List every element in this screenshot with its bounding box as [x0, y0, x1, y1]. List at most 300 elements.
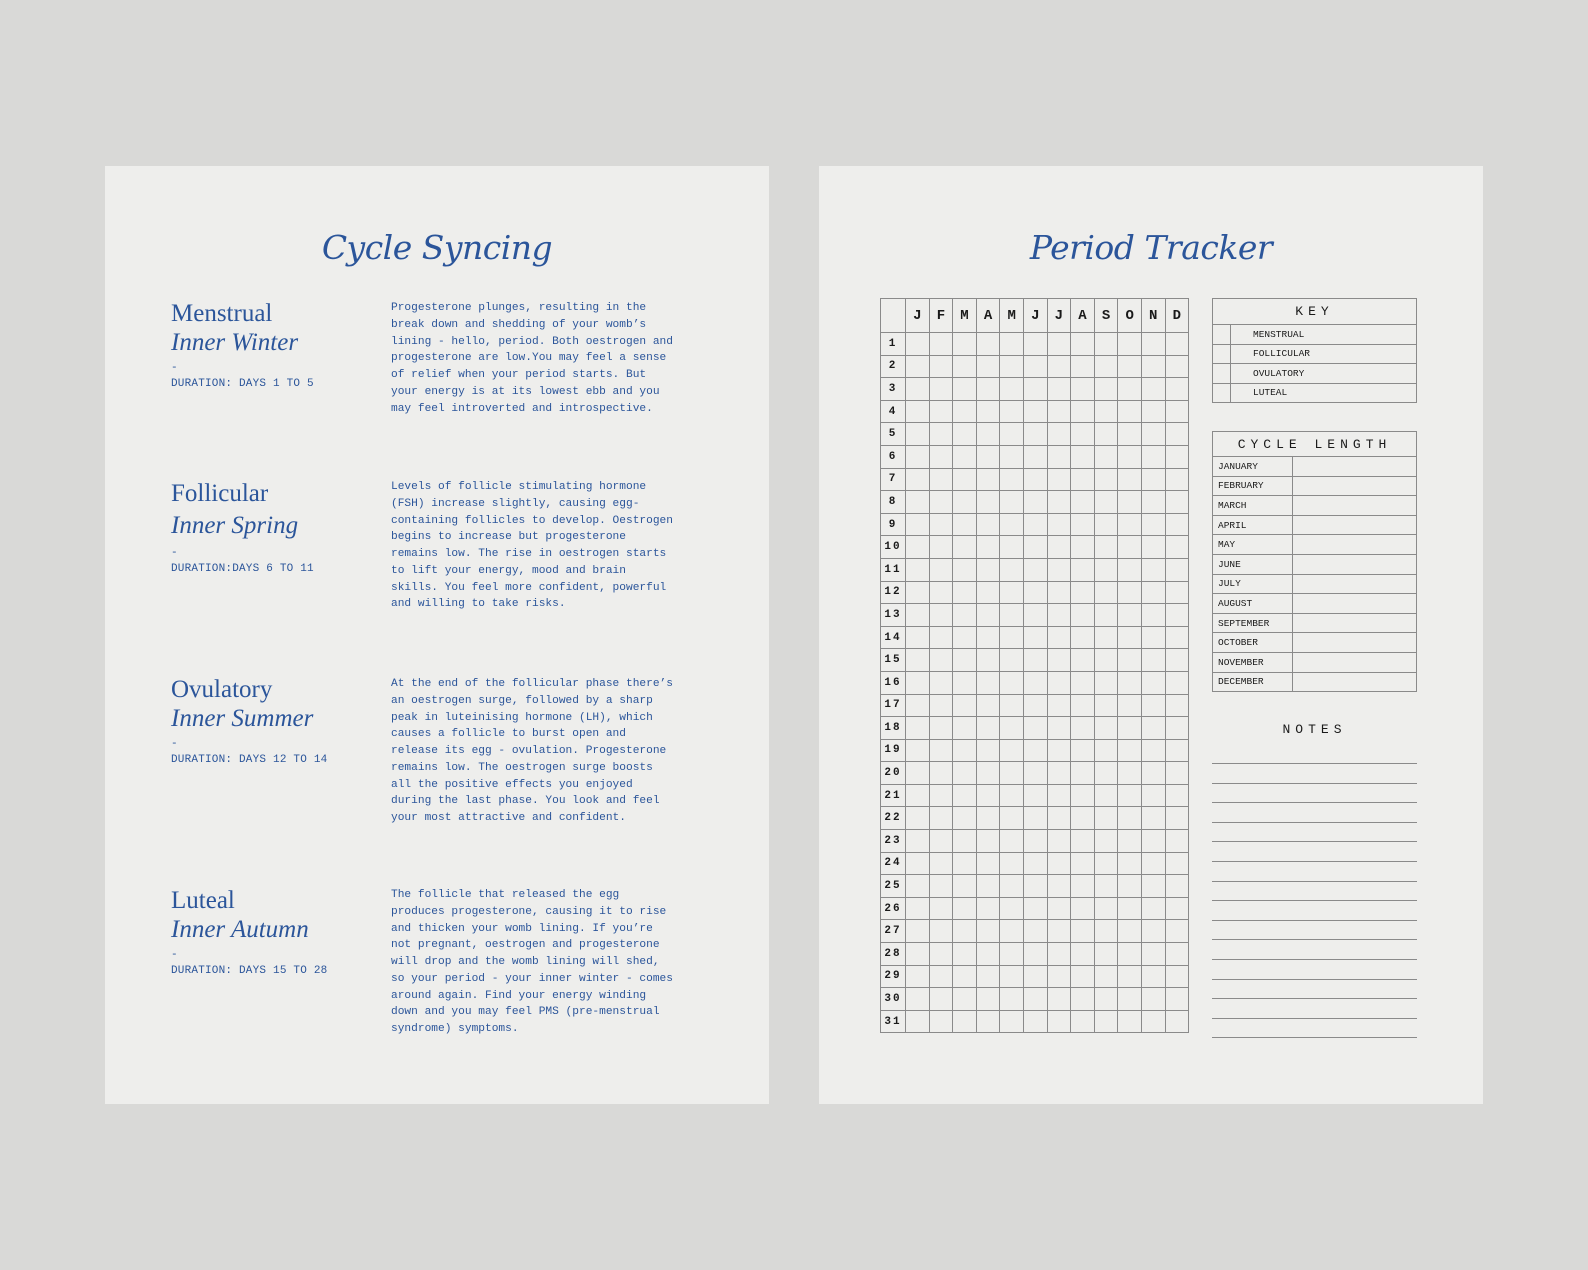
tracker-cell[interactable] — [1047, 830, 1071, 853]
note-line[interactable] — [1212, 939, 1417, 940]
tracker-cell[interactable] — [1118, 378, 1142, 401]
tracker-cell[interactable] — [976, 491, 1000, 514]
tracker-cell[interactable] — [976, 1010, 1000, 1033]
tracker-cell[interactable] — [929, 694, 953, 717]
tracker-cell[interactable] — [1023, 988, 1047, 1011]
tracker-cell[interactable] — [953, 468, 977, 491]
tracker-cell[interactable] — [953, 423, 977, 446]
tracker-cell[interactable] — [1071, 626, 1095, 649]
tracker-cell[interactable] — [1023, 491, 1047, 514]
tracker-cell[interactable] — [906, 897, 930, 920]
tracker-cell[interactable] — [1071, 988, 1095, 1011]
tracker-cell[interactable] — [906, 649, 930, 672]
tracker-cell[interactable] — [1023, 445, 1047, 468]
tracker-cell[interactable] — [906, 445, 930, 468]
tracker-cell[interactable] — [1000, 830, 1024, 853]
tracker-cell[interactable] — [906, 875, 930, 898]
tracker-cell[interactable] — [1118, 717, 1142, 740]
tracker-cell[interactable] — [929, 965, 953, 988]
tracker-cell[interactable] — [1094, 739, 1118, 762]
tracker-cell[interactable] — [906, 626, 930, 649]
tracker-cell[interactable] — [1165, 897, 1189, 920]
tracker-cell[interactable] — [953, 694, 977, 717]
tracker-cell[interactable] — [1094, 943, 1118, 966]
note-line[interactable] — [1212, 783, 1417, 784]
cycle-length-value[interactable] — [1293, 672, 1417, 692]
note-line[interactable] — [1212, 900, 1417, 901]
tracker-cell[interactable] — [1047, 333, 1071, 356]
tracker-cell[interactable] — [1141, 378, 1165, 401]
tracker-cell[interactable] — [1118, 920, 1142, 943]
tracker-cell[interactable] — [976, 468, 1000, 491]
tracker-cell[interactable] — [1118, 875, 1142, 898]
tracker-cell[interactable] — [1023, 355, 1047, 378]
tracker-cell[interactable] — [953, 762, 977, 785]
cycle-length-value[interactable] — [1293, 535, 1417, 555]
tracker-cell[interactable] — [1023, 694, 1047, 717]
tracker-cell[interactable] — [1165, 830, 1189, 853]
tracker-cell[interactable] — [1141, 604, 1165, 627]
tracker-cell[interactable] — [953, 739, 977, 762]
tracker-cell[interactable] — [953, 1010, 977, 1033]
tracker-cell[interactable] — [1000, 807, 1024, 830]
tracker-cell[interactable] — [1023, 468, 1047, 491]
tracker-cell[interactable] — [1071, 762, 1095, 785]
tracker-cell[interactable] — [1118, 581, 1142, 604]
tracker-cell[interactable] — [1165, 671, 1189, 694]
tracker-cell[interactable] — [1000, 988, 1024, 1011]
tracker-cell[interactable] — [1000, 513, 1024, 536]
tracker-cell[interactable] — [976, 920, 1000, 943]
tracker-cell[interactable] — [1094, 852, 1118, 875]
tracker-cell[interactable] — [906, 468, 930, 491]
tracker-cell[interactable] — [1047, 513, 1071, 536]
tracker-cell[interactable] — [1141, 671, 1165, 694]
tracker-cell[interactable] — [929, 784, 953, 807]
tracker-cell[interactable] — [929, 355, 953, 378]
tracker-cell[interactable] — [1047, 1010, 1071, 1033]
tracker-cell[interactable] — [929, 920, 953, 943]
tracker-cell[interactable] — [953, 581, 977, 604]
note-line[interactable] — [1212, 763, 1417, 764]
tracker-cell[interactable] — [953, 875, 977, 898]
tracker-cell[interactable] — [1118, 513, 1142, 536]
tracker-cell[interactable] — [1023, 717, 1047, 740]
tracker-cell[interactable] — [1023, 965, 1047, 988]
tracker-cell[interactable] — [976, 355, 1000, 378]
tracker-cell[interactable] — [929, 491, 953, 514]
cycle-length-value[interactable] — [1293, 496, 1417, 516]
tracker-cell[interactable] — [953, 807, 977, 830]
tracker-cell[interactable] — [976, 671, 1000, 694]
tracker-cell[interactable] — [1094, 626, 1118, 649]
tracker-cell[interactable] — [906, 400, 930, 423]
tracker-cell[interactable] — [1047, 445, 1071, 468]
tracker-cell[interactable] — [1023, 739, 1047, 762]
tracker-cell[interactable] — [1000, 558, 1024, 581]
tracker-cell[interactable] — [1094, 807, 1118, 830]
tracker-cell[interactable] — [1000, 581, 1024, 604]
tracker-cell[interactable] — [953, 513, 977, 536]
tracker-cell[interactable] — [1047, 423, 1071, 446]
tracker-cell[interactable] — [906, 333, 930, 356]
tracker-cell[interactable] — [1000, 491, 1024, 514]
tracker-cell[interactable] — [976, 807, 1000, 830]
tracker-cell[interactable] — [953, 965, 977, 988]
tracker-cell[interactable] — [1141, 739, 1165, 762]
tracker-cell[interactable] — [1141, 784, 1165, 807]
tracker-cell[interactable] — [953, 536, 977, 559]
tracker-cell[interactable] — [1165, 694, 1189, 717]
tracker-cell[interactable] — [1165, 943, 1189, 966]
tracker-cell[interactable] — [976, 943, 1000, 966]
tracker-cell[interactable] — [976, 965, 1000, 988]
tracker-cell[interactable] — [1094, 671, 1118, 694]
tracker-cell[interactable] — [1118, 468, 1142, 491]
tracker-cell[interactable] — [953, 943, 977, 966]
tracker-cell[interactable] — [1094, 536, 1118, 559]
tracker-cell[interactable] — [1141, 807, 1165, 830]
tracker-cell[interactable] — [906, 784, 930, 807]
tracker-cell[interactable] — [1118, 536, 1142, 559]
tracker-cell[interactable] — [1118, 604, 1142, 627]
tracker-cell[interactable] — [976, 378, 1000, 401]
tracker-cell[interactable] — [929, 671, 953, 694]
tracker-cell[interactable] — [1165, 649, 1189, 672]
tracker-cell[interactable] — [976, 604, 1000, 627]
tracker-cell[interactable] — [906, 943, 930, 966]
tracker-cell[interactable] — [1118, 762, 1142, 785]
tracker-cell[interactable] — [1118, 852, 1142, 875]
tracker-cell[interactable] — [1118, 943, 1142, 966]
cycle-length-value[interactable] — [1293, 554, 1417, 574]
note-line[interactable] — [1212, 920, 1417, 921]
tracker-cell[interactable] — [929, 445, 953, 468]
tracker-cell[interactable] — [1071, 739, 1095, 762]
tracker-cell[interactable] — [1071, 784, 1095, 807]
tracker-cell[interactable] — [1118, 739, 1142, 762]
tracker-cell[interactable] — [953, 445, 977, 468]
tracker-cell[interactable] — [1071, 536, 1095, 559]
tracker-cell[interactable] — [1000, 333, 1024, 356]
tracker-cell[interactable] — [1141, 355, 1165, 378]
tracker-cell[interactable] — [929, 581, 953, 604]
tracker-cell[interactable] — [1071, 604, 1095, 627]
note-line[interactable] — [1212, 1037, 1417, 1038]
tracker-cell[interactable] — [1141, 1010, 1165, 1033]
tracker-cell[interactable] — [953, 604, 977, 627]
tracker-cell[interactable] — [1165, 852, 1189, 875]
tracker-cell[interactable] — [1118, 400, 1142, 423]
tracker-cell[interactable] — [1094, 423, 1118, 446]
tracker-cell[interactable] — [1071, 378, 1095, 401]
tracker-cell[interactable] — [1047, 604, 1071, 627]
tracker-cell[interactable] — [1071, 1010, 1095, 1033]
tracker-cell[interactable] — [1047, 807, 1071, 830]
tracker-cell[interactable] — [1094, 581, 1118, 604]
note-line[interactable] — [1212, 979, 1417, 980]
tracker-cell[interactable] — [953, 897, 977, 920]
tracker-cell[interactable] — [1023, 1010, 1047, 1033]
tracker-cell[interactable] — [1141, 897, 1165, 920]
tracker-cell[interactable] — [1047, 920, 1071, 943]
tracker-cell[interactable] — [1000, 626, 1024, 649]
tracker-cell[interactable] — [1071, 400, 1095, 423]
tracker-cell[interactable] — [1141, 468, 1165, 491]
tracker-cell[interactable] — [1094, 445, 1118, 468]
tracker-cell[interactable] — [1000, 694, 1024, 717]
tracker-cell[interactable] — [953, 355, 977, 378]
tracker-cell[interactable] — [1071, 333, 1095, 356]
tracker-cell[interactable] — [953, 671, 977, 694]
tracker-cell[interactable] — [1094, 717, 1118, 740]
tracker-cell[interactable] — [1141, 762, 1165, 785]
tracker-cell[interactable] — [976, 423, 1000, 446]
tracker-cell[interactable] — [929, 830, 953, 853]
tracker-cell[interactable] — [1047, 378, 1071, 401]
tracker-cell[interactable] — [906, 762, 930, 785]
tracker-cell[interactable] — [1141, 626, 1165, 649]
tracker-cell[interactable] — [1118, 333, 1142, 356]
key-swatch[interactable] — [1213, 364, 1231, 384]
tracker-cell[interactable] — [1047, 717, 1071, 740]
tracker-cell[interactable] — [1023, 671, 1047, 694]
tracker-cell[interactable] — [1000, 536, 1024, 559]
cycle-length-value[interactable] — [1293, 594, 1417, 614]
tracker-cell[interactable] — [906, 513, 930, 536]
tracker-cell[interactable] — [1141, 875, 1165, 898]
tracker-cell[interactable] — [1165, 762, 1189, 785]
tracker-cell[interactable] — [1141, 491, 1165, 514]
cycle-length-value[interactable] — [1293, 476, 1417, 496]
tracker-cell[interactable] — [976, 445, 1000, 468]
tracker-cell[interactable] — [906, 717, 930, 740]
tracker-cell[interactable] — [1047, 649, 1071, 672]
tracker-cell[interactable] — [1071, 897, 1095, 920]
tracker-cell[interactable] — [1000, 604, 1024, 627]
tracker-cell[interactable] — [1094, 468, 1118, 491]
tracker-cell[interactable] — [953, 626, 977, 649]
tracker-cell[interactable] — [1000, 355, 1024, 378]
tracker-cell[interactable] — [976, 581, 1000, 604]
tracker-cell[interactable] — [1094, 830, 1118, 853]
tracker-cell[interactable] — [929, 717, 953, 740]
tracker-cell[interactable] — [906, 988, 930, 1011]
tracker-cell[interactable] — [1071, 875, 1095, 898]
tracker-cell[interactable] — [1071, 355, 1095, 378]
tracker-cell[interactable] — [1000, 468, 1024, 491]
cycle-length-value[interactable] — [1293, 652, 1417, 672]
tracker-cell[interactable] — [1047, 762, 1071, 785]
tracker-cell[interactable] — [1165, 491, 1189, 514]
cycle-length-value[interactable] — [1293, 633, 1417, 653]
tracker-cell[interactable] — [906, 604, 930, 627]
tracker-cell[interactable] — [1141, 943, 1165, 966]
tracker-cell[interactable] — [1141, 920, 1165, 943]
tracker-cell[interactable] — [1023, 333, 1047, 356]
tracker-cell[interactable] — [1000, 875, 1024, 898]
tracker-cell[interactable] — [1141, 694, 1165, 717]
tracker-cell[interactable] — [1047, 581, 1071, 604]
cycle-length-value[interactable] — [1293, 574, 1417, 594]
tracker-cell[interactable] — [1165, 536, 1189, 559]
tracker-cell[interactable] — [929, 400, 953, 423]
tracker-cell[interactable] — [1094, 355, 1118, 378]
key-swatch[interactable] — [1213, 344, 1231, 364]
tracker-cell[interactable] — [929, 513, 953, 536]
tracker-cell[interactable] — [1094, 513, 1118, 536]
tracker-cell[interactable] — [1000, 671, 1024, 694]
tracker-cell[interactable] — [1165, 988, 1189, 1011]
tracker-cell[interactable] — [1118, 694, 1142, 717]
tracker-cell[interactable] — [1094, 988, 1118, 1011]
tracker-cell[interactable] — [1023, 400, 1047, 423]
tracker-cell[interactable] — [1118, 830, 1142, 853]
tracker-cell[interactable] — [1165, 378, 1189, 401]
tracker-cell[interactable] — [1094, 897, 1118, 920]
note-line[interactable] — [1212, 1018, 1417, 1019]
tracker-cell[interactable] — [1023, 920, 1047, 943]
tracker-cell[interactable] — [1047, 965, 1071, 988]
key-swatch[interactable] — [1213, 325, 1231, 345]
tracker-cell[interactable] — [953, 333, 977, 356]
tracker-cell[interactable] — [1118, 897, 1142, 920]
tracker-cell[interactable] — [1165, 604, 1189, 627]
tracker-cell[interactable] — [906, 694, 930, 717]
tracker-cell[interactable] — [1141, 581, 1165, 604]
tracker-cell[interactable] — [1047, 400, 1071, 423]
tracker-cell[interactable] — [1000, 920, 1024, 943]
tracker-cell[interactable] — [929, 333, 953, 356]
tracker-cell[interactable] — [1141, 536, 1165, 559]
tracker-cell[interactable] — [1047, 739, 1071, 762]
tracker-cell[interactable] — [1071, 830, 1095, 853]
tracker-cell[interactable] — [1047, 943, 1071, 966]
tracker-cell[interactable] — [1141, 717, 1165, 740]
tracker-cell[interactable] — [953, 784, 977, 807]
tracker-cell[interactable] — [1023, 649, 1047, 672]
tracker-cell[interactable] — [1141, 445, 1165, 468]
tracker-cell[interactable] — [929, 739, 953, 762]
tracker-cell[interactable] — [1165, 807, 1189, 830]
tracker-cell[interactable] — [929, 423, 953, 446]
tracker-cell[interactable] — [1165, 400, 1189, 423]
tracker-cell[interactable] — [1094, 400, 1118, 423]
tracker-cell[interactable] — [1000, 1010, 1024, 1033]
tracker-cell[interactable] — [1023, 513, 1047, 536]
tracker-cell[interactable] — [1118, 988, 1142, 1011]
tracker-cell[interactable] — [1000, 649, 1024, 672]
cycle-length-value[interactable] — [1293, 457, 1417, 477]
tracker-cell[interactable] — [976, 536, 1000, 559]
tracker-cell[interactable] — [929, 988, 953, 1011]
tracker-cell[interactable] — [929, 762, 953, 785]
note-line[interactable] — [1212, 881, 1417, 882]
tracker-cell[interactable] — [953, 920, 977, 943]
tracker-cell[interactable] — [1165, 717, 1189, 740]
tracker-cell[interactable] — [1165, 784, 1189, 807]
tracker-cell[interactable] — [1165, 965, 1189, 988]
tracker-cell[interactable] — [1000, 400, 1024, 423]
tracker-cell[interactable] — [1023, 897, 1047, 920]
tracker-cell[interactable] — [929, 536, 953, 559]
tracker-cell[interactable] — [1000, 897, 1024, 920]
tracker-cell[interactable] — [1165, 333, 1189, 356]
tracker-cell[interactable] — [1071, 423, 1095, 446]
tracker-cell[interactable] — [1165, 875, 1189, 898]
tracker-cell[interactable] — [1165, 558, 1189, 581]
tracker-cell[interactable] — [1071, 649, 1095, 672]
tracker-cell[interactable] — [929, 468, 953, 491]
tracker-cell[interactable] — [1141, 400, 1165, 423]
cycle-length-value[interactable] — [1293, 613, 1417, 633]
note-line[interactable] — [1212, 998, 1417, 999]
tracker-cell[interactable] — [1094, 762, 1118, 785]
tracker-cell[interactable] — [1071, 965, 1095, 988]
tracker-cell[interactable] — [906, 830, 930, 853]
tracker-cell[interactable] — [906, 920, 930, 943]
tracker-cell[interactable] — [1023, 807, 1047, 830]
tracker-cell[interactable] — [929, 807, 953, 830]
tracker-cell[interactable] — [1000, 423, 1024, 446]
tracker-cell[interactable] — [1023, 784, 1047, 807]
tracker-cell[interactable] — [929, 943, 953, 966]
tracker-cell[interactable] — [953, 378, 977, 401]
tracker-cell[interactable] — [1071, 491, 1095, 514]
tracker-cell[interactable] — [1118, 491, 1142, 514]
tracker-cell[interactable] — [1071, 445, 1095, 468]
tracker-cell[interactable] — [976, 988, 1000, 1011]
tracker-cell[interactable] — [1165, 468, 1189, 491]
tracker-cell[interactable] — [1071, 581, 1095, 604]
tracker-cell[interactable] — [1000, 852, 1024, 875]
tracker-cell[interactable] — [1094, 1010, 1118, 1033]
tracker-cell[interactable] — [1118, 1010, 1142, 1033]
tracker-cell[interactable] — [1071, 807, 1095, 830]
tracker-cell[interactable] — [1047, 536, 1071, 559]
tracker-cell[interactable] — [1118, 558, 1142, 581]
cycle-length-value[interactable] — [1293, 515, 1417, 535]
tracker-cell[interactable] — [976, 649, 1000, 672]
tracker-cell[interactable] — [1047, 784, 1071, 807]
tracker-cell[interactable] — [1094, 491, 1118, 514]
tracker-cell[interactable] — [1165, 626, 1189, 649]
tracker-cell[interactable] — [1165, 513, 1189, 536]
tracker-cell[interactable] — [1118, 355, 1142, 378]
key-swatch[interactable] — [1213, 383, 1231, 403]
tracker-cell[interactable] — [976, 717, 1000, 740]
tracker-cell[interactable] — [1165, 355, 1189, 378]
tracker-cell[interactable] — [1047, 671, 1071, 694]
tracker-cell[interactable] — [1118, 445, 1142, 468]
tracker-cell[interactable] — [906, 491, 930, 514]
tracker-cell[interactable] — [976, 513, 1000, 536]
tracker-cell[interactable] — [1000, 784, 1024, 807]
tracker-cell[interactable] — [1023, 626, 1047, 649]
tracker-cell[interactable] — [906, 807, 930, 830]
note-line[interactable] — [1212, 861, 1417, 862]
tracker-cell[interactable] — [1000, 378, 1024, 401]
tracker-cell[interactable] — [1047, 897, 1071, 920]
tracker-cell[interactable] — [1000, 739, 1024, 762]
tracker-cell[interactable] — [1141, 965, 1165, 988]
tracker-cell[interactable] — [929, 852, 953, 875]
tracker-cell[interactable] — [1094, 965, 1118, 988]
tracker-cell[interactable] — [906, 558, 930, 581]
tracker-cell[interactable] — [1047, 355, 1071, 378]
tracker-cell[interactable] — [1094, 920, 1118, 943]
tracker-cell[interactable] — [1118, 626, 1142, 649]
